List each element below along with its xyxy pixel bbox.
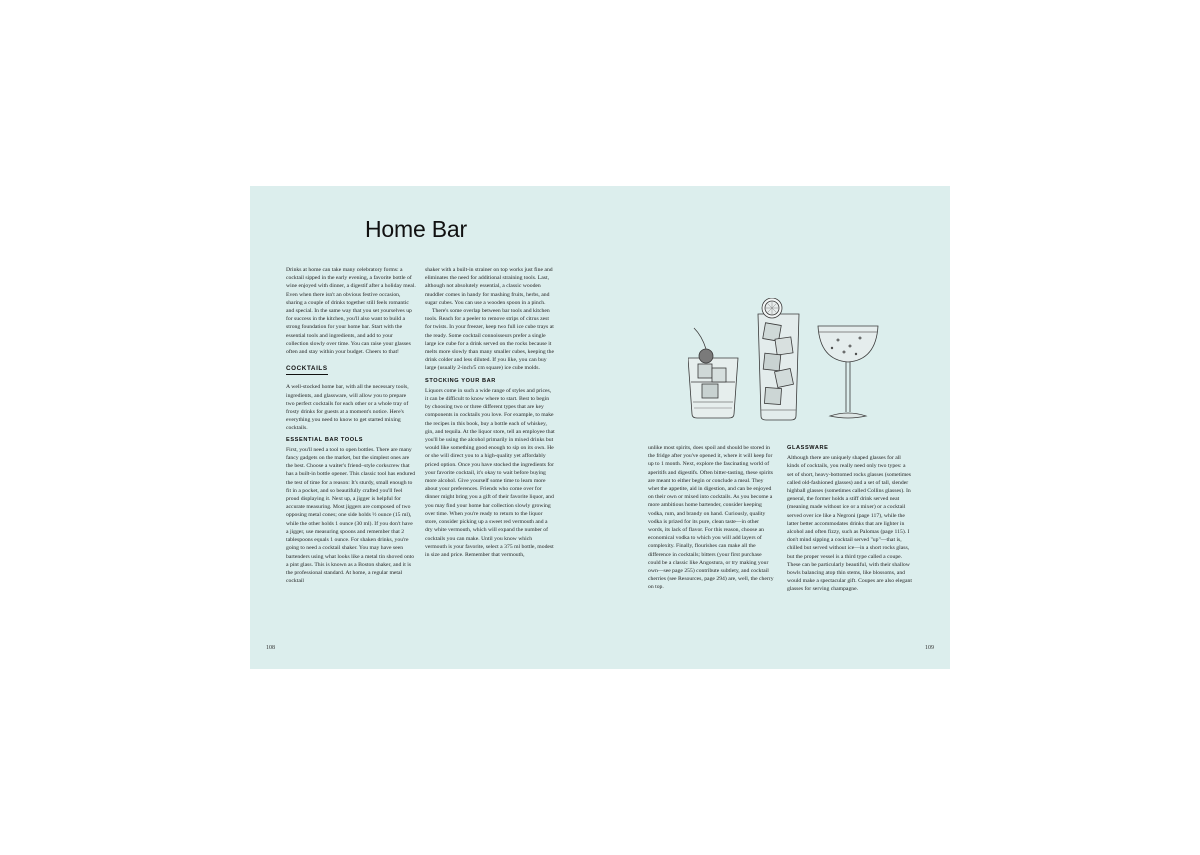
rocks-glass-icon — [688, 328, 738, 418]
right-column-1 — [648, 444, 774, 592]
coupe-glass-icon — [818, 326, 878, 418]
cocktails-heading: COCKTAILS — [286, 365, 328, 375]
intro-paragraph: Drinks at home can take many celebratory forms: a cocktail sipped in the early evening, a favorite bottle of wine enjoyed with dinner, a digestif after a holiday meal. Even when there isn't an obvious festive occasion, sharing a couple of drinks together still feels romantic and special. In the same way that you set yourselves up for success in the kitchen, you'll also want to build a strong foundation for your home bar. Start with the essential tools and ingredients, and add to your collection slowly over time. You can raise your glasses often and stay within your budget. Cheers to that! — [286, 267, 416, 356]
page-title: Home Bar — [365, 216, 467, 242]
highball-glass-icon — [758, 298, 799, 420]
tools-paragraph: First, you'll need a tool to open bottles. There are many fancy gadgets on the market, but the simplest ones are the best. Choose a waiter's friend–style corkscrew that has a built-in bottle opener. This classic tool has endured the test of time for a reason: It's sturdy, small enough to fit in a pocket, and so beautifully crafted you'll feel proud displaying it. Next up, a jigger is helpful for accurate measuring. Most jiggers are composed of two opposing metal cones; one side holds ½ ounce (15 ml), while the other holds 1 ounce (30 ml). If you don't have a jigger, use measuring spoons and remember that 2 tablespoons equals 1 ounce. For shaken drinks, you're going to need a cocktail shaker. You may have seen bartenders using what looks like a metal tin shoved onto a pint glass. This is known as a Boston shaker, and it is the professional standard. At home, a regular metal cocktail — [286, 446, 416, 585]
page-number-right: 109 — [925, 645, 934, 651]
left-column-2 — [425, 266, 555, 559]
stocking-heading: STOCKING YOUR BAR — [425, 377, 496, 384]
overlap-paragraph: There's some overlap between bar tools and kitchen tools. Reach for a peeler to remove strips of citrus zest for twists. In your freezer, keep two full ice cube trays at the ready. Some cocktail connoisseurs prefer a single large ice cube for a drink served on the rocks because it melts more slowly than many smaller cubes, keeping the drink colder and less diluted. If you like, you can buy large (usually 2-inch/5 cm square) ice cube molds. — [425, 308, 555, 372]
left-column-1 — [286, 266, 416, 585]
glassware-heading: GLASSWARE — [787, 445, 829, 451]
stocking-paragraph: Liquors come in such a wide range of styles and prices, it can be difficult to know where to start. Best to begin by choosing two or three different types that are key components in cocktails you love. For example, to make the recipes in this book, buy a bottle each of whiskey, gin, and tequila. At the liquor store, tell an employee that you'll be using the alcohol primarily in mixed drinks but would like something good enough to sip on its own. He or she will direct you to a high-quality yet affordably priced option. Once you have stocked the ingredients for your favorite cocktail, it's okay to wait before buying more alcohol. Give yourself some time to learn more about your preferences. Friends who come over for dinner might bring you a gift of their favorite liquor, and you may find your home bar collection slowly growing over time. When you're ready to return to the liquor store, consider picking up a sweet red vermouth and a dry white vermouth, which will expand the number of cocktails you can make. Until you know which vermouth is your favorite, select a 375 ml bottle, modest in size and price. Remember that vermouth, — [425, 387, 555, 558]
book-spread — [250, 186, 950, 669]
cocktail-glasses-illustration — [688, 298, 913, 422]
tools-continued-paragraph: shaker with a built-in strainer on top works just fine and eliminates the need for additional straining tools. Last, although not absolutely essential, a classic wooden muddler comes in handy for mashing fruits, herbs, and sugar cubes. You can use a wooden spoon in a pinch. — [425, 267, 553, 306]
page-number-left: 108 — [266, 645, 275, 651]
cocktails-paragraph: A well-stocked home bar, with all the necessary tools, ingredients, and glassware, will allow you to prepare two perfect cocktails for each other or a whole tray of frosty drinks for guests at a moment's notice. Here's everything you need to know to get started mixing cocktails. — [286, 384, 409, 432]
vermouth-paragraph: unlike most spirits, does spoil and should be stored in the fridge after you've opened it, where it will keep for up to 1 month. Next, explore the fascinating world of aperitifs and digestifs. Often bitter-tasting, these spirits are meant to either begin or conclude a meal. They whet the appetite, aid in digestion, and can be enjoyed on their own or mixed into cocktails. As you become a more ambitious home bartender, consider keeping vodka, rum, and brandy on hand. Curiously, quality vodka is prized for its pure, clean taste—in other words, its lack of flavor. For this reason, choose an economical vodka to which you will add layers of complexity. Finally, flourishes can make all the difference in cocktails; bitters (your first purchase could be a classic like Angostura, or try making your own—see page 255) contribute subtlety, and cocktail cherries (see Resources, page 294) are, well, the cherry on top. — [648, 445, 774, 591]
essential-tools-heading: ESSENTIAL BAR TOOLS — [286, 436, 364, 443]
right-column-2 — [787, 444, 913, 594]
glassware-paragraph: Although there are uniquely shaped glasses for all kinds of cocktails, you really need only two types: a set of short, heavy-bottomed rocks glasses (sometimes called old-fashioned glasses) and a set of tall, slender highball glasses (sometimes called Collins glasses). In general, the former holds a stiff drink served neat (meaning made without ice or a mixer) or a cocktail served over ice like a Negroni (page 117), while the latter better accommodates drinks that are lighter in alcohol and often fizzy, such as Palomas (page 115). I don't mind sipping a cocktail served "up"—that is, chilled but served without ice—in a short rocks glass, but the proper vessel is a third type called a coupe. These can be particularly beautiful, with their shallow bowls balancing atop thin stems, like blossoms, and would make a spectacular gift. Coupes are also elegant glasses for serving champagne. — [787, 455, 912, 593]
